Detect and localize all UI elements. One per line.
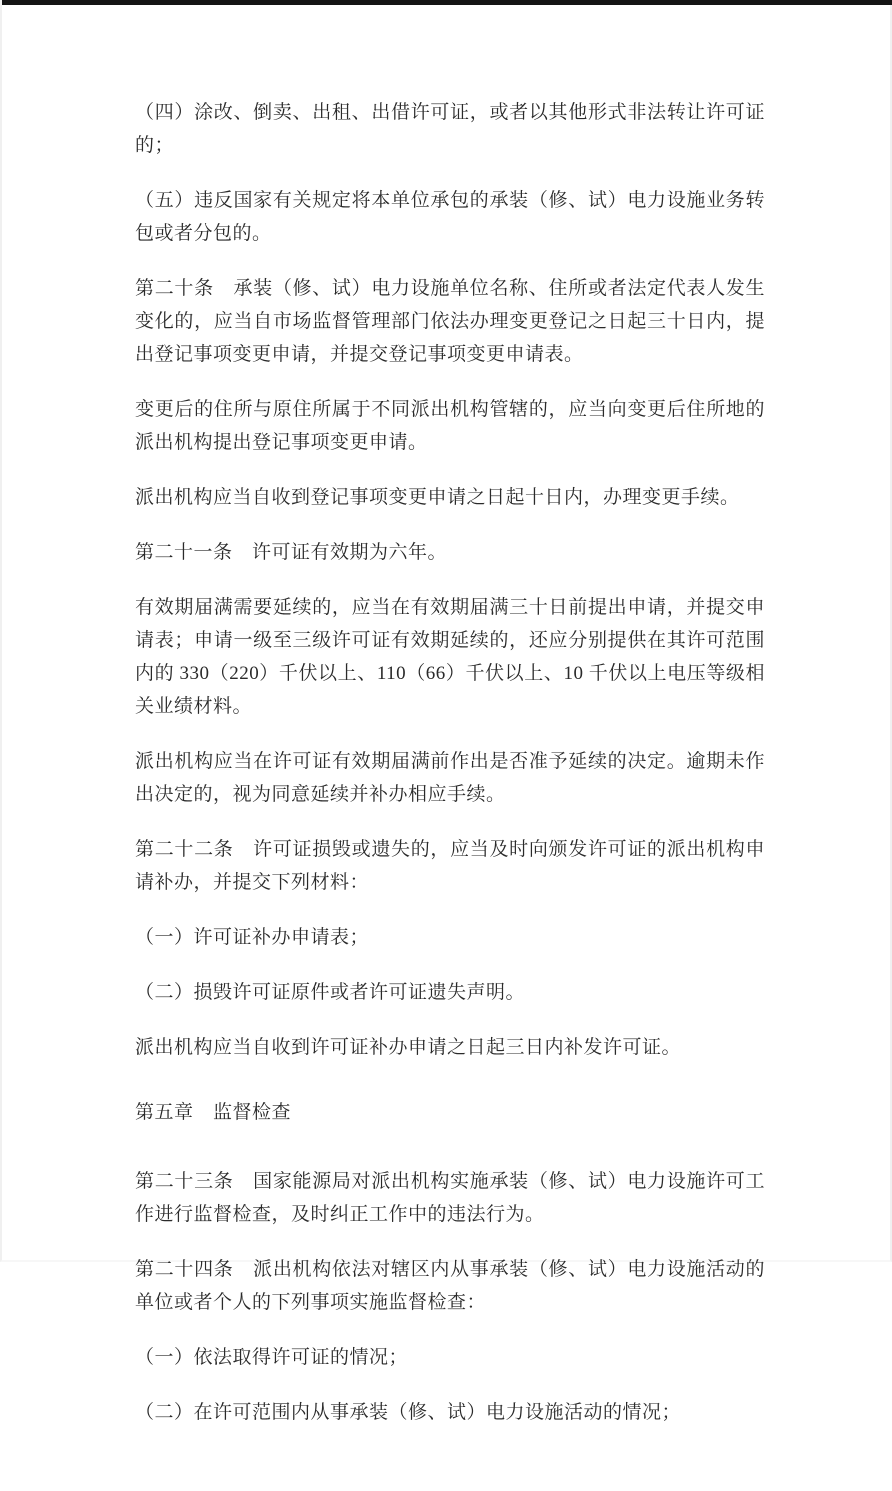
article-22-item-1: （一）许可证补办申请表； [135,927,370,948]
article-24-item-1: （一）依法取得许可证的情况； [135,1347,409,1368]
clause-item-4: （四）涂改、倒卖、出租、出借许可证，或者以其他形式非法转让许可证的； [135,102,765,156]
article-21-para-3: 派出机构应当在许可证有效期届满前作出是否准予延续的决定。逾期未作出决定的，视为同意延续并补办相应手续。 [135,751,765,805]
article-20-para-3: 派出机构应当自收到登记事项变更申请之日起十日内，办理变更手续。 [135,487,740,508]
article-22-item-2: （二）损毁许可证原件或者许可证遗失声明。 [135,982,526,1003]
article-20-para-2: 变更后的住所与原住所属于不同派出机构管辖的，应当向变更后住所地的派出机构提出登记事项变更申请。 [135,399,765,453]
clause-item-5: （五）违反国家有关规定将本单位承包的承装（修、试）电力设施业务转包或者分包的。 [135,190,765,244]
article-24: 第二十四条 派出机构依法对辖区内从事承装（修、试）电力设施活动的单位或者个人的下列事项实施监督检查： [135,1259,765,1313]
article-20: 第二十条 承装（修、试）电力设施单位名称、住所或者法定代表人发生变化的，应当自市场监督管理部门依法办理变更登记之日起三十日内，提出登记事项变更申请，并提交登记事项变更申请表。 [135,278,765,365]
article-21: 第二十一条 许可证有效期为六年。 [135,542,448,563]
document-page [2,0,892,1491]
article-23: 第二十三条 国家能源局对派出机构实施承装（修、试）电力设施许可工作进行监督检查，及时纠正工作中的违法行为。 [135,1171,765,1225]
article-21-para-2: 有效期届满需要延续的，应当在有效期届满三十日前提出申请，并提交申请表；申请一级至三级许可证有效期延续的，还应分别提供在其许可范围内的 330（220）千伏以上、110（66）千伏以上、10 千伏以上电压等级相关业绩材料。 [135,597,765,717]
article-24-item-2: （二）在许可范围内从事承装（修、试）电力设施活动的情况； [135,1402,682,1423]
article-22: 第二十二条 许可证损毁或遗失的，应当及时向颁发许可证的派出机构申请补办，并提交下列材料： [135,839,765,893]
article-22-para-2: 派出机构应当自收到许可证补办申请之日起三日内补发许可证。 [135,1037,682,1058]
chapter-5-heading: 第五章 监督检查 [135,1102,292,1123]
